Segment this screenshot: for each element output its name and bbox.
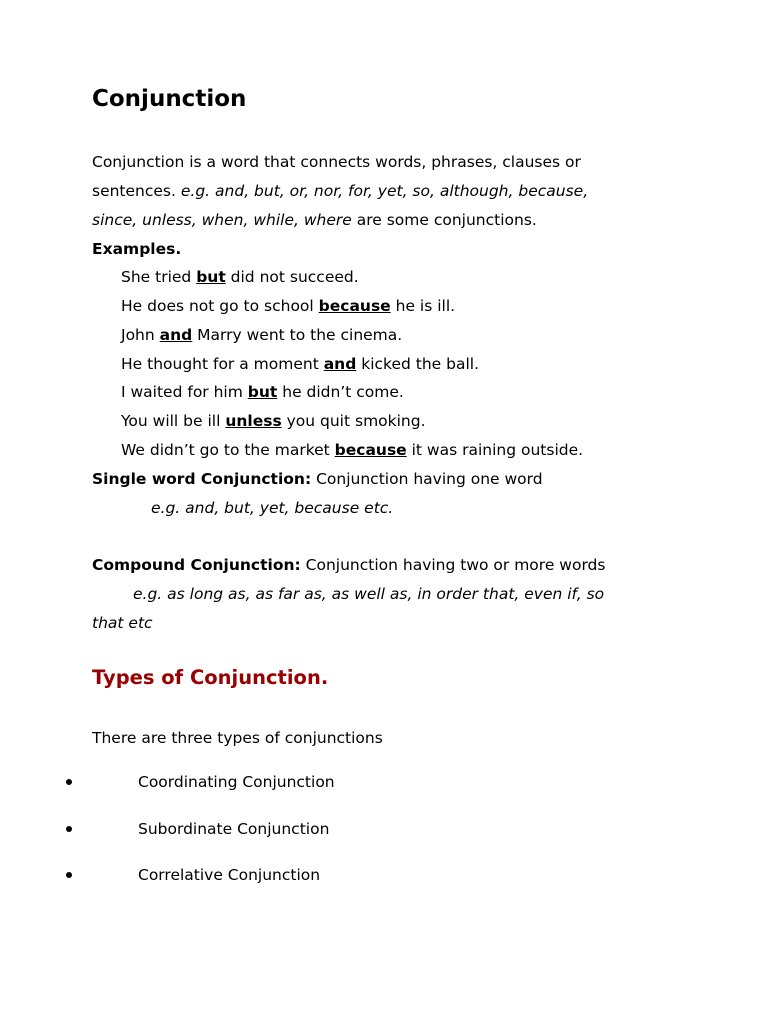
compound-text: Conjunction having two or more words <box>300 556 606 574</box>
compound-label: Compound Conjunction: <box>92 556 301 574</box>
compound-example-line-1: e.g. as long as, as far as, as well as, in order that, even if, so <box>133 585 605 603</box>
single-word-definition <box>92 469 543 489</box>
intro-examples-italic: e.g. and, but, or, nor, for, yet, so, although, because, <box>180 182 589 200</box>
example-text: I waited for him <box>121 383 248 401</box>
example-sentence <box>121 440 583 460</box>
example-conjunction: unless <box>225 412 282 430</box>
example-text: you quit smoking. <box>281 412 426 430</box>
list-item: Correlative Conjunction <box>138 866 321 884</box>
example-conjunction: because <box>334 441 407 459</box>
example-sentence <box>121 411 426 431</box>
example-text: he is ill. <box>390 297 456 315</box>
example-text: John <box>121 326 160 344</box>
single-word-label: Single word Conjunction: <box>92 470 312 488</box>
intro-line-1 <box>92 152 581 172</box>
example-sentence <box>121 382 404 402</box>
single-word-example: e.g. and, but, yet, because etc. <box>151 499 394 517</box>
example-text: She tried <box>121 268 197 286</box>
list-item: Subordinate Conjunction <box>138 820 330 838</box>
intro-line-2 <box>92 181 588 201</box>
example-conjunction: because <box>318 297 391 315</box>
example-conjunction: and <box>159 326 193 344</box>
example-conjunction: but <box>196 268 226 286</box>
types-intro: There are three types of conjunctions <box>92 729 383 747</box>
single-word-text: Conjunction having one word <box>311 470 543 488</box>
intro-text: are some conjunctions. <box>351 211 537 229</box>
example-sentence <box>121 267 359 287</box>
intro-text: sentences. <box>92 182 181 200</box>
page-title: Conjunction <box>92 86 247 112</box>
example-conjunction: and <box>323 355 357 373</box>
types-heading: Types of Conjunction. <box>92 666 329 689</box>
example-text: You will be ill <box>121 412 226 430</box>
example-text: kicked the ball. <box>356 355 480 373</box>
bullet-icon <box>66 779 72 785</box>
example-text: did not succeed. <box>225 268 359 286</box>
intro-text: Conjunction is a word that connects words, phrases, clauses or <box>92 153 581 171</box>
bullet-icon <box>66 826 72 832</box>
example-text: We didn’t go to the market <box>121 441 335 459</box>
intro-line-3 <box>92 210 537 230</box>
compound-example-line-2: that etc <box>92 614 153 632</box>
example-text: he didn’t come. <box>277 383 404 401</box>
example-text: He thought for a moment <box>121 355 324 373</box>
bullet-icon <box>66 872 72 878</box>
compound-definition <box>92 555 605 575</box>
example-conjunction: but <box>247 383 278 401</box>
examples-label: Examples. <box>92 240 182 258</box>
example-sentence <box>121 296 455 316</box>
example-text: it was raining outside. <box>406 441 584 459</box>
example-sentence <box>121 325 402 345</box>
example-text: Marry went to the cinema. <box>192 326 403 344</box>
example-sentence <box>121 354 479 374</box>
list-item: Coordinating Conjunction <box>138 773 335 791</box>
intro-examples-italic: since, unless, when, while, where <box>92 211 352 229</box>
example-text: He does not go to school <box>121 297 319 315</box>
